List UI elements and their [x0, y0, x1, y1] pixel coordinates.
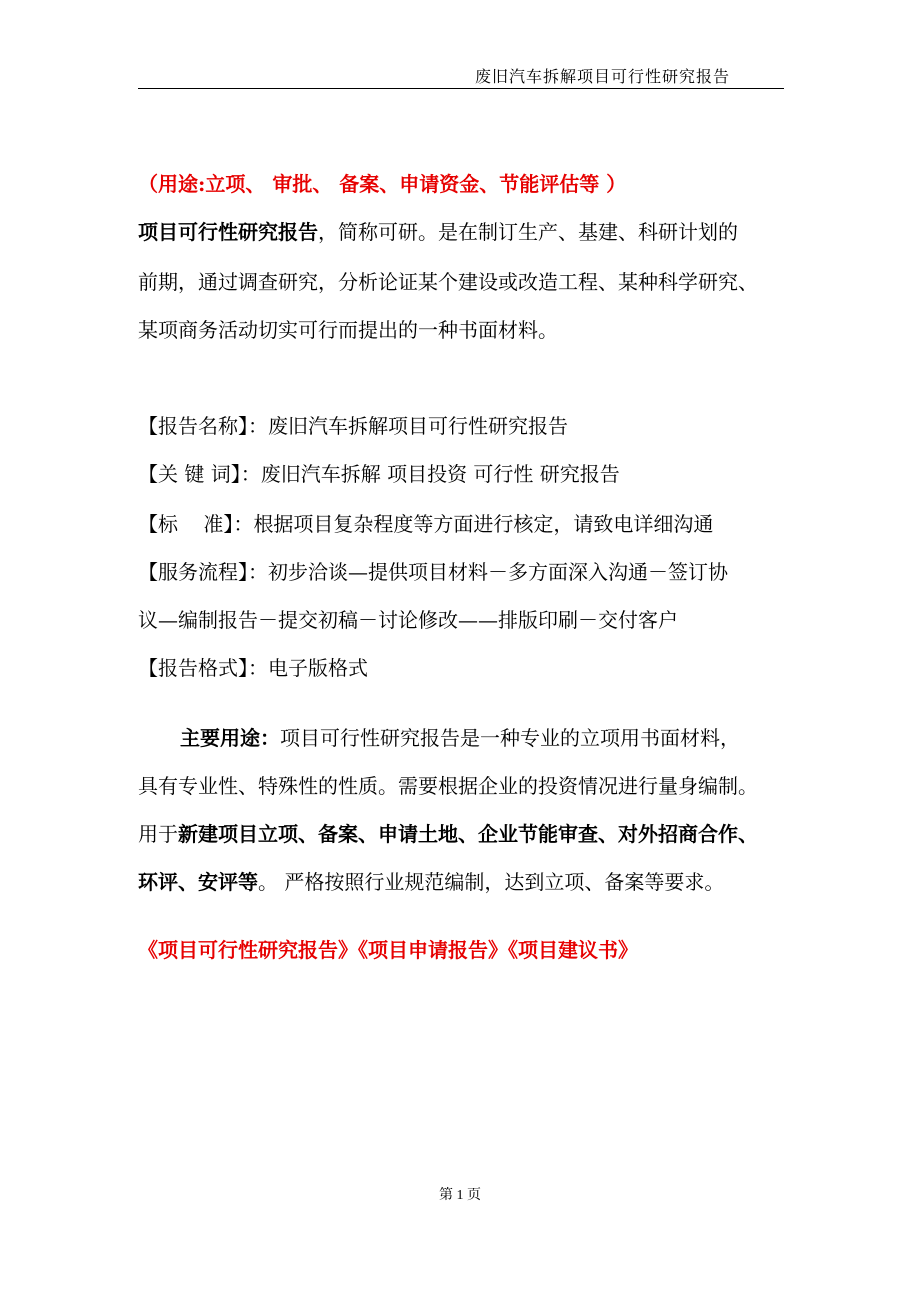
main-use-line-4 — [138, 868, 724, 896]
info-report-name — [138, 412, 568, 440]
report-name-value: 废旧汽车拆解项目可行性研究报告 — [268, 414, 568, 438]
keywords-value: 废旧汽车拆解 项目投资 可行性 研究报告 — [260, 462, 620, 486]
main-use-line-3-prefix: 用于 — [138, 822, 178, 846]
header-divider — [138, 88, 784, 89]
intro-line-3: 某项商务活动切实可行而提出的一种书面材料。 — [138, 318, 558, 342]
info-process-2: 议—编制报告－提交初稿－讨论修改——排版印刷－交付客户 — [138, 608, 678, 632]
main-use-line-3 — [138, 820, 758, 848]
main-use-line-1 — [180, 724, 740, 752]
red-titles: 《项目可行性研究报告》《项目申请报告》《项目建议书》 — [138, 938, 638, 962]
main-use-label: 主要用途： — [180, 726, 280, 750]
main-use-line-1-rest: 项目可行性研究报告是一种专业的立项用书面材料， — [280, 726, 740, 750]
intro-line-1 — [138, 218, 738, 246]
process-value-1: 初步洽谈—提供项目材料－多方面深入沟通－签订协 — [268, 560, 728, 584]
main-use-line-3-bold: 新建项目立项、备案、申请土地、企业节能审查、对外招商合作、 — [178, 822, 758, 846]
standard-value: 根据项目复杂程度等方面进行核定，请致电详细沟通 — [253, 512, 714, 536]
intro-term: 项目可行性研究报告 — [138, 220, 318, 244]
info-keywords — [138, 460, 620, 488]
intro-line-2: 前期，通过调查研究，分析论证某个建设或改造工程、某种科学研究、 — [138, 270, 758, 294]
main-use-line-2: 具有专业性、特殊性的性质。需要根据企业的投资情况进行量身编制。 — [138, 774, 758, 798]
keywords-label: 【关 键 词】： — [138, 462, 261, 486]
process-label: 【服务流程】： — [138, 560, 268, 584]
header-title: 废旧汽车拆解项目可行性研究报告 — [474, 67, 730, 86]
purpose-line: （用途:立项、 审批、 备案、申请资金、节能评估等 ） — [138, 172, 627, 196]
page-number: 第 1 页 — [439, 1188, 481, 1203]
intro-line-1-rest: ，简称可研。是在制订生产、基建、科研计划的 — [318, 220, 738, 244]
format-value: 电子版格式 — [268, 656, 368, 680]
report-name-label: 【报告名称】： — [138, 414, 268, 438]
info-standard — [138, 510, 713, 538]
info-format — [138, 654, 368, 682]
standard-label: 【标 准】： — [138, 512, 254, 536]
info-process-1 — [138, 558, 728, 586]
format-label: 【报告格式】： — [138, 656, 268, 680]
main-use-line-4-bold: 环评、安评等 — [138, 870, 258, 894]
main-use-line-4-rest: 。 严格按照行业规范编制，达到立项、备案等要求。 — [258, 870, 725, 894]
